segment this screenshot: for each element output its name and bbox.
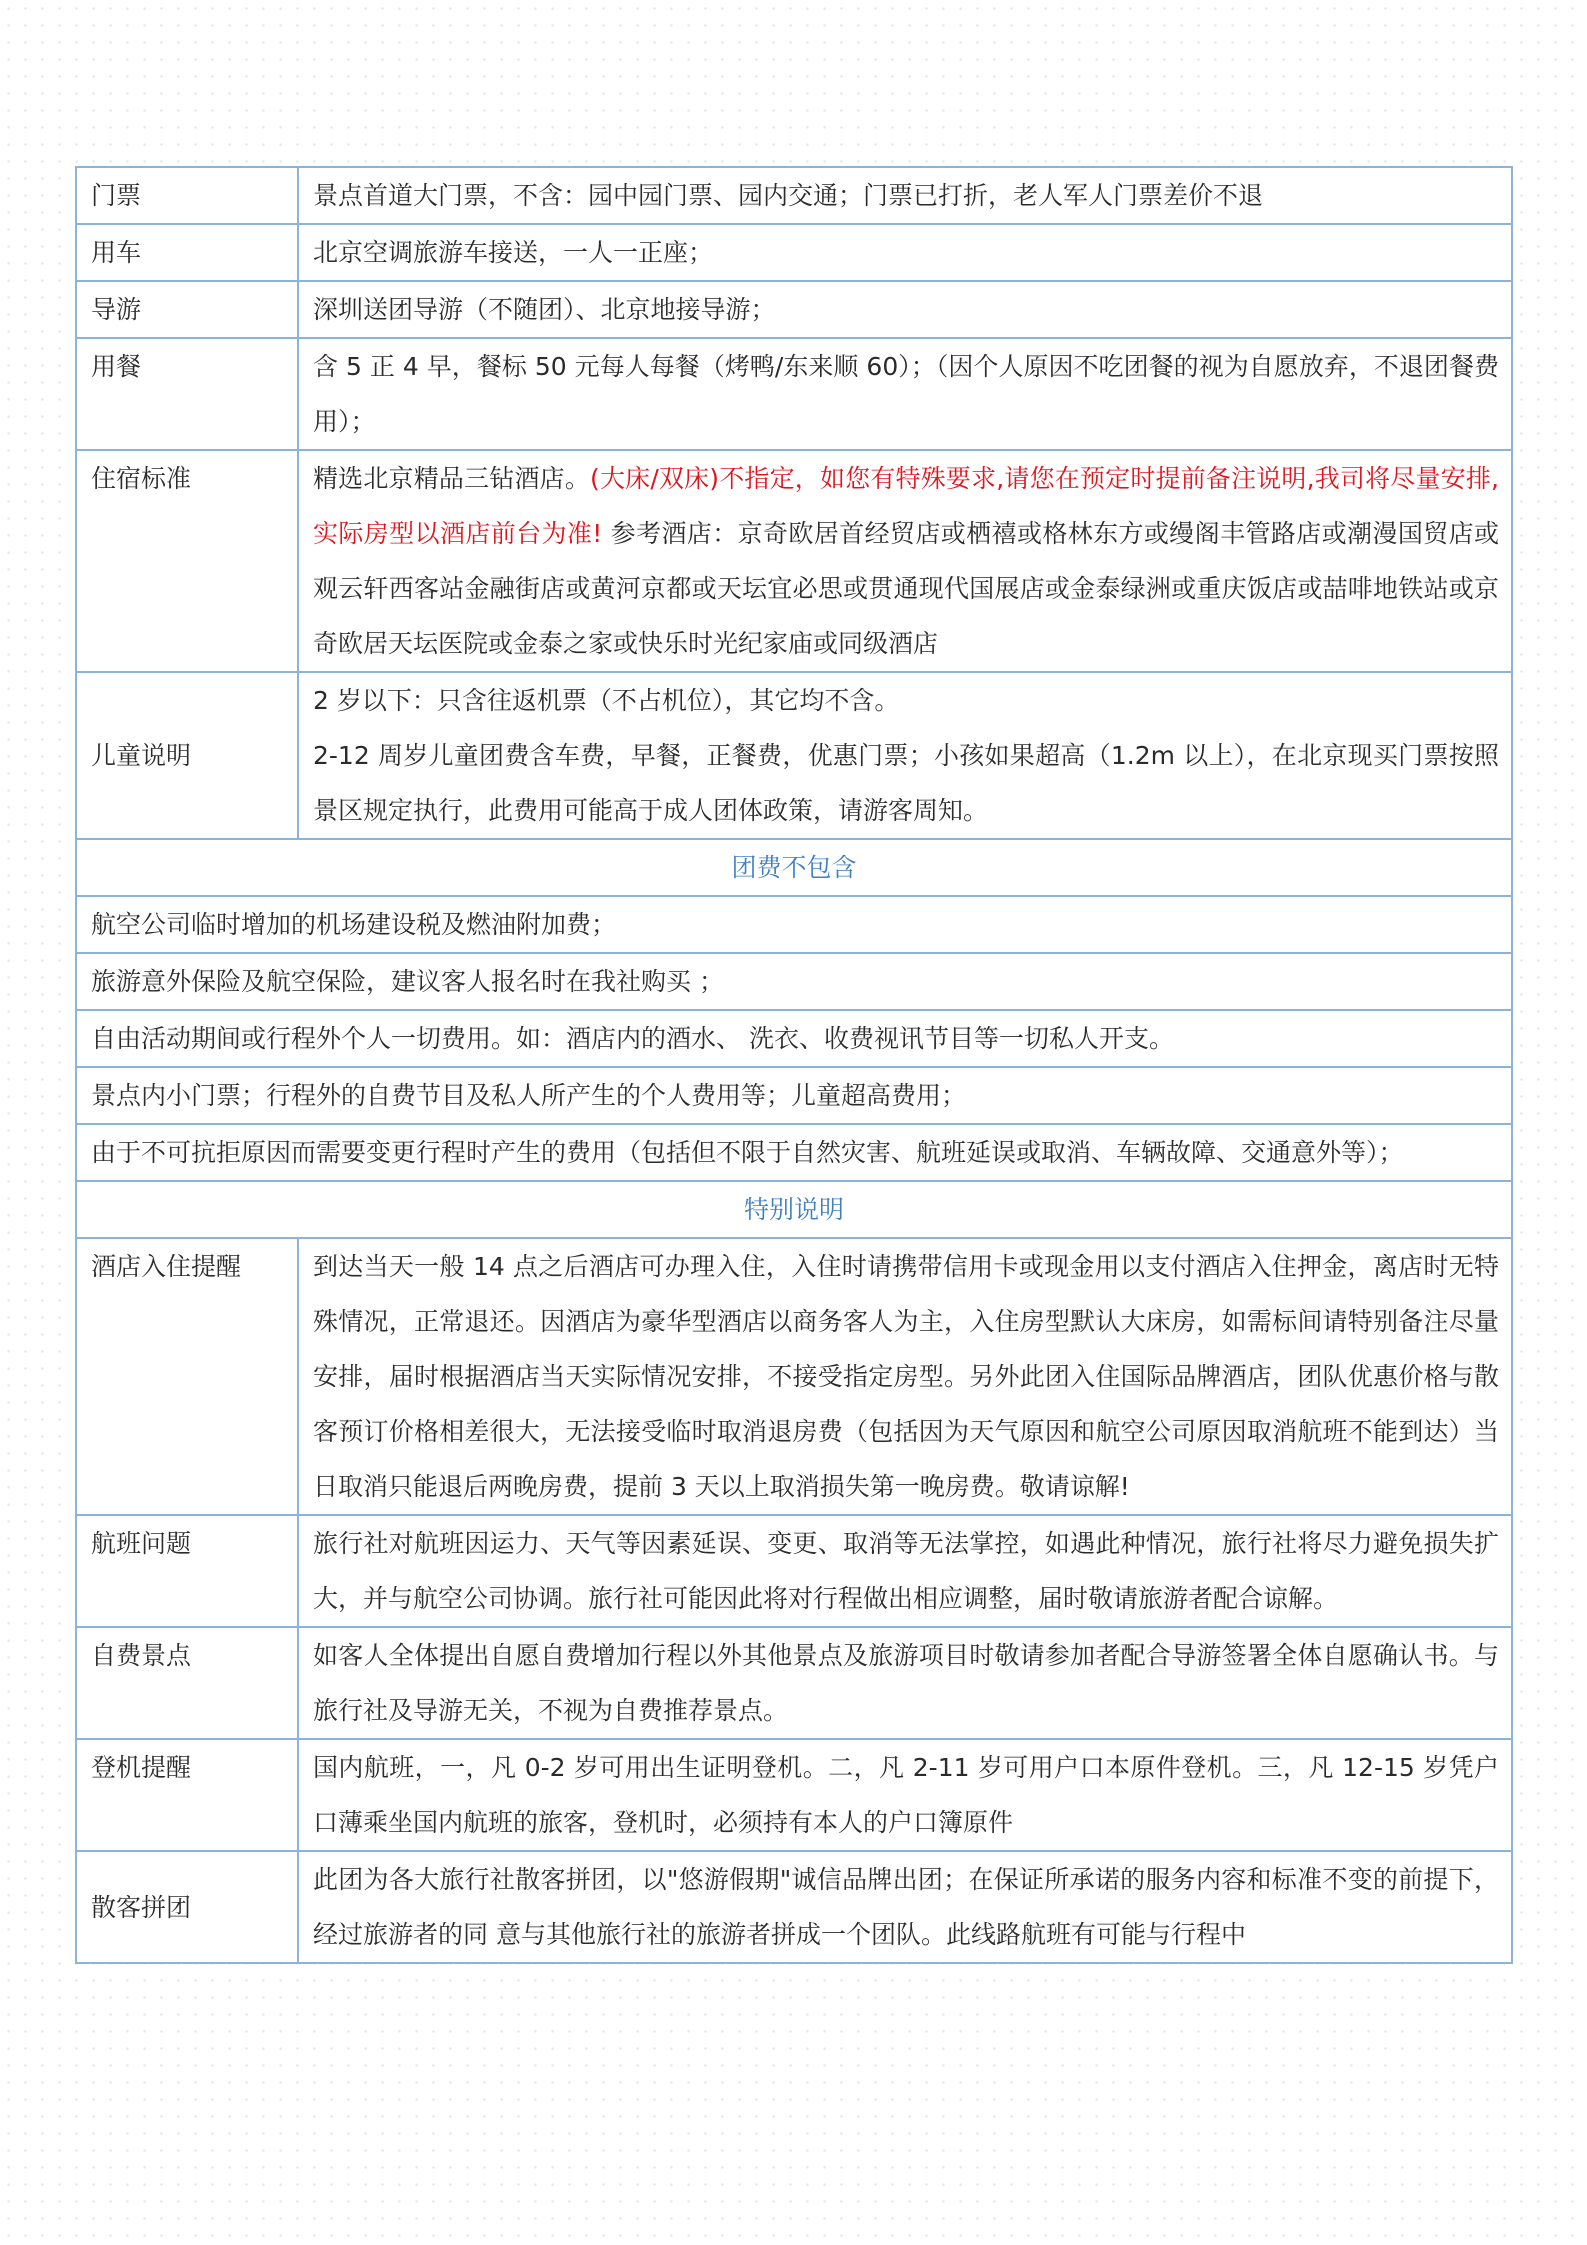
row-excluded-4: [76, 1067, 1512, 1124]
excluded-item: 航空公司临时增加的机场建设税及燃油附加费；: [76, 896, 1512, 953]
row-boarding: [76, 1739, 1512, 1851]
row-tickets: [76, 167, 1512, 224]
label-optional: 自费景点: [76, 1627, 298, 1739]
value-group: 此团为各大旅行社散客拼团，以"悠游假期"诚信品牌出团；在保证所承诺的服务内容和标准不变的前提下，经过旅游者的同 意与其他旅行社的旅游者拼成一个团队。此线路航班有可能与行程中: [298, 1851, 1512, 1963]
label-meals: 用餐: [76, 338, 298, 450]
label-flight: 航班问题: [76, 1515, 298, 1627]
value-checkin: 到达当天一般 14 点之后酒店可办理入住，入住时请携带信用卡或现金用以支付酒店入住押金，离店时无特殊情况，正常退还。因酒店为豪华型酒店以商务客人为主，入住房型默认大床房，如需标间请特别备注尽量安排，届时根据酒店当天实际情况安排，不接受指定房型。另外此团入住国际品牌酒店，团队优惠价格与散客预订价格相差很大，无法接受临时取消退房费（包括因为天气原因和航空公司原因取消航班不能到达）当日取消只能退后两晚房费，提前 3 天以上取消损失第一晚房费。敬请谅解!: [298, 1238, 1512, 1515]
row-special-title: [76, 1181, 1512, 1238]
value-guide: 深圳送团导游（不随团）、北京地接导游；: [298, 281, 1512, 338]
label-children: 儿童说明: [76, 672, 298, 839]
label-checkin: 酒店入住提醒: [76, 1238, 298, 1515]
children-line-2: 2-12 周岁儿童团费含车费，早餐，正餐费，优惠门票；小孩如果超高（1.2m 以上），在北京现买门票按照景区规定执行，此费用可能高于成人团体政策，请游客周知。: [313, 741, 1499, 825]
row-group: [76, 1851, 1512, 1963]
hotel-text-highlight: (大床/双床)不指定，如您有特殊要求,请您在预定时提前备注说明,我司将尽量安排,实际房型以酒店前台为准!: [313, 464, 1499, 548]
row-excluded-2: [76, 953, 1512, 1010]
row-children: [76, 672, 1512, 839]
section-title-excluded: 团费不包含: [76, 839, 1512, 896]
row-hotel: [76, 450, 1512, 672]
row-meals: [76, 338, 1512, 450]
value-optional: 如客人全体提出自愿自费增加行程以外其他景点及旅游项目时敬请参加者配合导游签署全体自愿确认书。与旅行社及导游无关，不视为自费推荐景点。: [298, 1627, 1512, 1739]
excluded-item: 自由活动期间或行程外个人一切费用。如：酒店内的酒水、 洗衣、收费视讯节目等一切私人开支。: [76, 1010, 1512, 1067]
label-tickets: 门票: [76, 167, 298, 224]
label-group: 散客拼团: [76, 1851, 298, 1963]
value-flight: 旅行社对航班因运力、天气等因素延误、变更、取消等无法掌控，如遇此种情况，旅行社将尽力避免损失扩大，并与航空公司协调。旅行社可能因此将对行程做出相应调整，届时敬请旅游者配合谅解。: [298, 1515, 1512, 1627]
label-guide: 导游: [76, 281, 298, 338]
row-excluded-5: [76, 1124, 1512, 1181]
row-excluded-title: [76, 839, 1512, 896]
excluded-item: 景点内小门票；行程外的自费节目及私人所产生的个人费用等；儿童超高费用；: [76, 1067, 1512, 1124]
row-excluded-1: [76, 896, 1512, 953]
label-hotel: 住宿标准: [76, 450, 298, 672]
hotel-text-prefix: 精选北京精品三钻酒店。: [313, 464, 591, 493]
value-hotel: [298, 450, 1512, 672]
value-children: [298, 672, 1512, 839]
value-car: 北京空调旅游车接送，一人一正座；: [298, 224, 1512, 281]
section-title-special: 特别说明: [76, 1181, 1512, 1238]
hotel-text-suffix: 参考酒店：京奇欧居首经贸店或栖禧或格林东方或缦阁丰管路店或潮漫国贸店或观云轩西客站金融街店或黄河京都或天坛宜必思或贯通现代国展店或金泰绿洲或重庆饭店或喆啡地铁站或京奇欧居天坛医院或金泰之家或快乐时光纪家庙或同级酒店: [313, 519, 1500, 658]
value-meals: 含 5 正 4 早，餐标 50 元每人每餐（烤鸭/东来顺 60）；（因个人原因不吃团餐的视为自愿放弃，不退团餐费用）；: [298, 338, 1512, 450]
value-tickets: 景点首道大门票，不含：园中园门票、园内交通；门票已打折，老人军人门票差价不退: [298, 167, 1512, 224]
row-checkin: [76, 1238, 1512, 1515]
label-car: 用车: [76, 224, 298, 281]
excluded-item: 由于不可抗拒原因而需要变更行程时产生的费用（包括但不限于自然灾害、航班延误或取消、车辆故障、交通意外等）；: [76, 1124, 1512, 1181]
label-boarding: 登机提醒: [76, 1739, 298, 1851]
row-car: [76, 224, 1512, 281]
excluded-item: 旅游意外保险及航空保险，建议客人报名时在我社购买 ；: [76, 953, 1512, 1010]
value-boarding: 国内航班，一，凡 0-2 岁可用出生证明登机。二，凡 2-11 岁可用户口本原件登机。三，凡 12-15 岁凭户口薄乘坐国内航班的旅客，登机时，必须持有本人的户口簿原件: [298, 1739, 1512, 1851]
children-line-1: 2 岁以下：只含往返机票（不占机位），其它均不含。: [313, 686, 900, 715]
row-excluded-3: [76, 1010, 1512, 1067]
row-optional: [76, 1627, 1512, 1739]
itinerary-table: [75, 166, 1513, 1964]
row-guide: [76, 281, 1512, 338]
row-flight: [76, 1515, 1512, 1627]
